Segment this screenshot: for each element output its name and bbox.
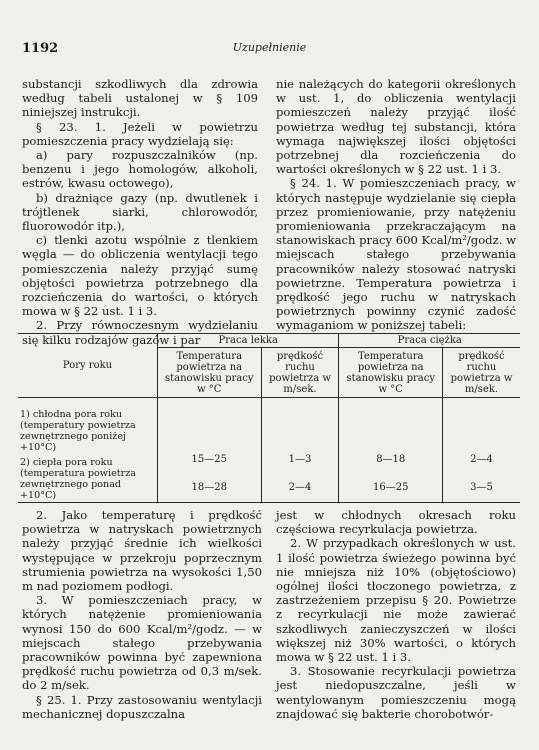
column-header-pory-roku: Pory roku (18, 334, 158, 398)
paragraph: substancji szkodliwych dla zdrowia według tabeli ustalonej w § 109 niniejszej instrukcji. (22, 77, 258, 120)
paragraph: 2. Jako temperaturę i prędkość powietrza w natryskach powietrznych należy przyjąć średnie ich wielkości występujące w przekroju poprzecznym strumienia powietrza na wysokości 1,50 m nad poziomem podłogi. (22, 508, 262, 594)
row-label: 2) ciepła pora roku (temperatura powietrza zewnętrznego ponad +10°C) (20, 457, 136, 501)
paragraph: nie należących do kategorii określonych w ust. 1, do obliczenia wentylacji pomieszczeń należy przyjąć ilość powietrza według tej substancji, która wymaga największej ilości objętości potrzebnej dla rozcieńczenia do wartości określonych w § 22 ust. 1 i 3. (276, 77, 516, 177)
text-column-bottom-right (276, 508, 516, 721)
subheader-speed: prędkość ruchu powietrza w m/sek. (443, 348, 521, 398)
cell-value: 2—4 (470, 453, 493, 465)
paragraph: 2. Przy równoczesnym wydzielaniu się kilku rodzajów gazów i par (22, 318, 258, 347)
subheader-temperature: Temperatura powietrza na stanowisku pracy w °C (339, 348, 443, 398)
paragraph: a) pary rozpuszczalników (np. benzenu i jego homologów, alkoholi, estrów, kwasu octowego), (22, 148, 258, 191)
paragraph: § 23. 1. Jeżeli w powietrzu pomieszczenia pracy wydzielają się: (22, 119, 258, 148)
group-header-light: Praca lekka (158, 334, 339, 348)
cell-value: 1—3 (288, 453, 312, 465)
cell-value: 18—28 (191, 481, 227, 493)
paragraph: 3. W pomieszczeniach pracy, w których natężenie promieniowania wynosi 150 do 600 Kcal/m²/godz. — w miejscach stałego przebywania pracowników powinna być zapewniona prędkość ruchu powietrza od 0,3 m/sek. do 2 m/sek. (22, 593, 262, 693)
cell-value: 2—4 (288, 481, 312, 493)
cell-value: 16—25 (373, 481, 409, 493)
cell-value: 15—25 (191, 453, 227, 465)
paragraph: 3. Stosowanie recyrkulacji powietrza jest niedopuszczalne, jeśli w wentylowanym pomieszczeniu mogą znajdować się bakterie chorobotwór- (276, 664, 516, 721)
paragraph: b) drażniące gazy (np. dwutlenek i trójtlenek siarki, chlorowodór, fluorowodór itp.), (22, 190, 258, 234)
text-column-bottom-left (22, 508, 262, 721)
group-header-heavy: Praca ciężka (339, 334, 520, 348)
running-title: Uzupełnienie (232, 41, 307, 54)
table-row (18, 398, 520, 503)
ventilation-table (18, 333, 520, 501)
paragraph: 2. W przypadkach określonych w ust. 1 ilość powietrza świeżego powinna być nie mniejsza niż 10% (objętościowo) ogólnej ilości tłoczonego powietrza, z zastrzeżeniem przepisu § 20. Powietrze z recyrkulacji nie może zawierać szkodliwych zanieczyszczeń w ilości większej niż 30% wartości, o których mowa w § 22 ust. 1 i 3. (276, 536, 516, 665)
paragraph: jest w chłodnych okresach roku częściowa recyrkulacja powietrza. (276, 508, 516, 537)
text-column-top-right (276, 77, 516, 333)
text-column-top-left (22, 77, 258, 347)
subheader-temperature: Temperatura powietrza na stanowisku pracy w °C (158, 348, 262, 398)
cell-value: 3—5 (470, 481, 493, 493)
paragraph: c) tlenki azotu wspólnie z tlenkiem węgla — do obliczenia wentylacji tego pomieszczenia należy przyjąć sumę objętości powietrza potrzebnego dla rozcieńczenia do wartości, o których mowa w § 22 ust. 1 i 3. (22, 233, 258, 319)
row-label: 1) chłodna pora roku (temperatury powietrza zewnętrznego poniżej +10°C) (20, 409, 136, 453)
subheader-speed: prędkość ruchu powietrza w m/sek. (261, 348, 339, 398)
page-number: 1192 (22, 41, 59, 56)
paragraph: § 24. 1. W pomieszczeniach pracy, w których następuje wydzielanie się ciepła przez promieniowanie, przy natężeniu promieniowania przekraczającym na stanowiskach pracy 600 Kcal/m²/godz. w miejscach stałego przebywania pracowników należy stosować natryski powietrzne. Temperatura powietrza i prędkość jego ruchu w natryskach powietrznych powinny czynić zadość wymaganiom w poniższej tabeli: (276, 176, 517, 333)
cell-value: 8—18 (376, 453, 406, 465)
paragraph: § 25. 1. Przy zastosowaniu wentylacji mechanicznej dopuszczalna (22, 692, 262, 721)
